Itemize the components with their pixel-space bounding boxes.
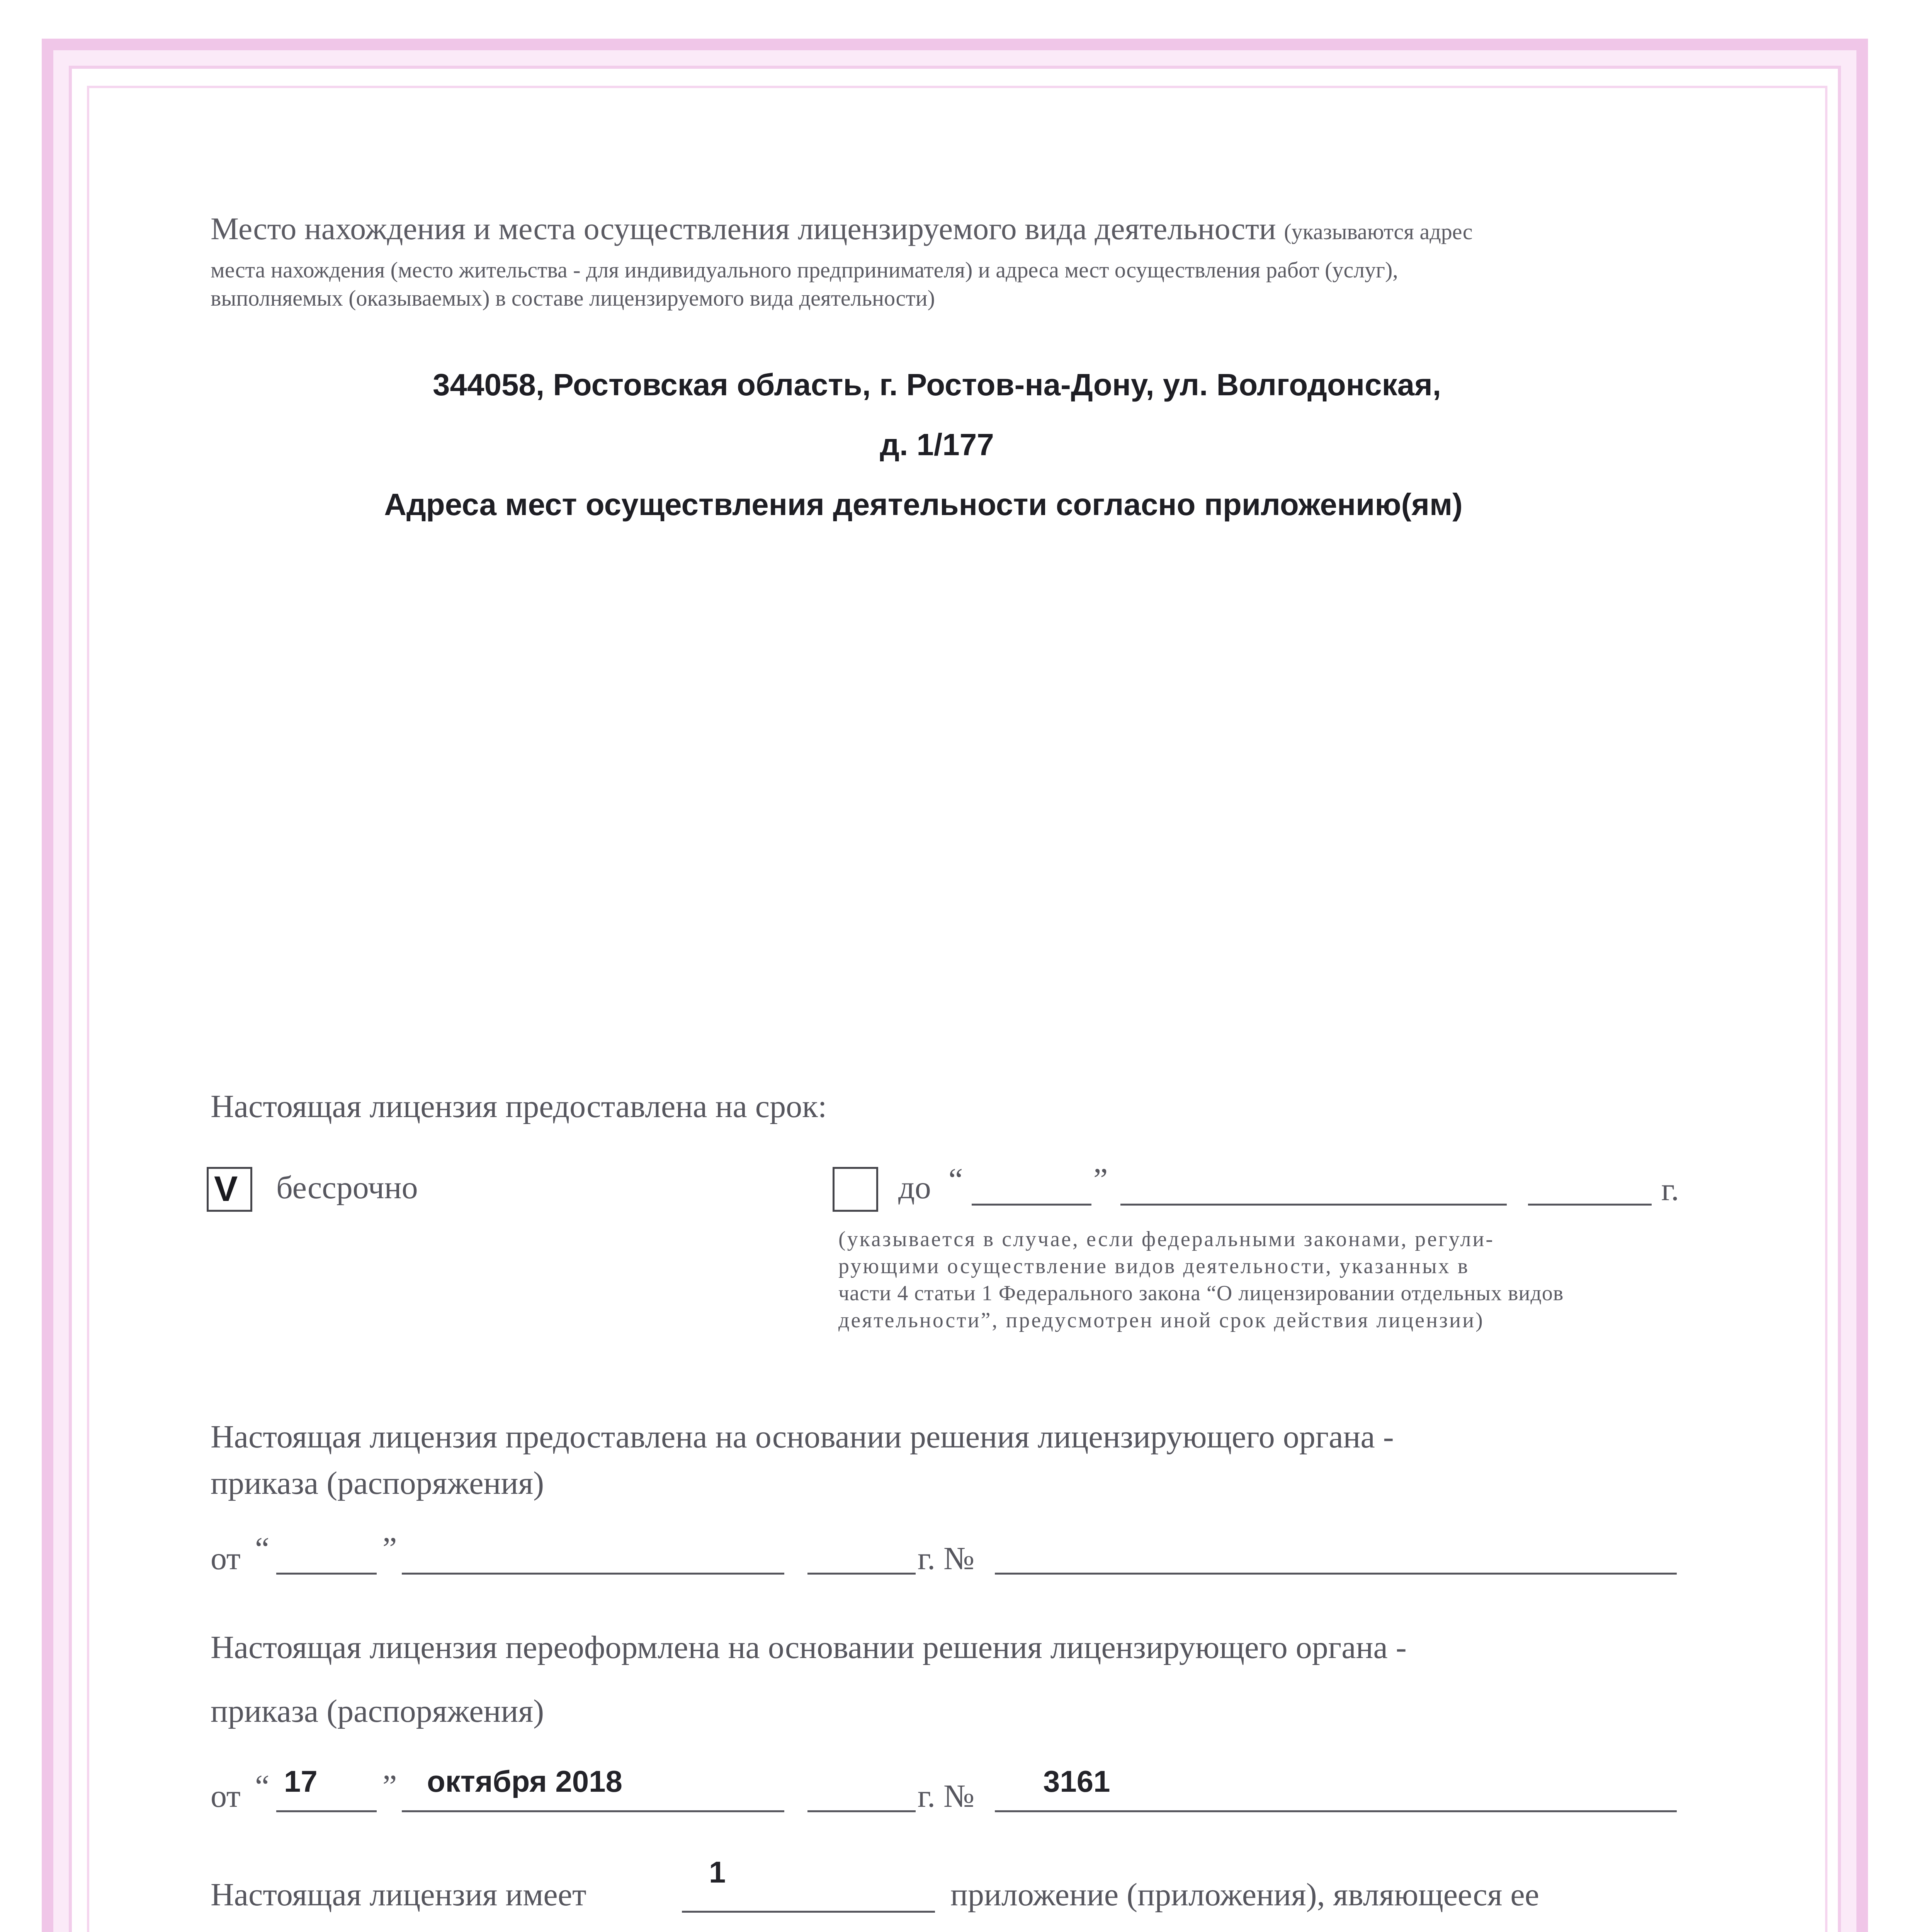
- header-line-2: места нахождения (место жительства - для индивидуального предпринимателя) и адреса мест осуществления работ (услуг),: [211, 257, 1398, 282]
- basis-year-line: [807, 1573, 916, 1575]
- until-year-suffix: г.: [1661, 1172, 1679, 1208]
- reissue-day: 17: [284, 1764, 318, 1798]
- indefinite-checkbox: [207, 1167, 252, 1212]
- reissue-open-quote: “: [255, 1769, 270, 1804]
- until-checkbox: [833, 1167, 878, 1212]
- basis-line-2: приказа (распоряжения): [211, 1465, 544, 1501]
- basis-number-line: [995, 1573, 1677, 1575]
- basis-line-1: Настоящая лицензия предоставлена на основании решения лицензирующего органа -: [211, 1419, 1394, 1455]
- reissue-close-quote: ”: [382, 1769, 397, 1804]
- term-note-line-1: (указывается в случае, если федеральными законами, регули-: [838, 1227, 1495, 1251]
- header-title-note: (указываются адрес: [1284, 219, 1473, 244]
- address-line-1: 344058, Ростовская область, г. Ростов-на-Дону, ул. Волгодонская,: [432, 367, 1441, 402]
- reissue-line-1: Настоящая лицензия переоформлена на основании решения лицензирующего органа -: [211, 1629, 1407, 1665]
- until-label: до: [898, 1170, 931, 1206]
- header-line-3: выполняемых (оказываемых) в составе лицензируемого вида деятельности): [211, 286, 935, 311]
- header-title: Место нахождения и места осуществления лицензируемого вида деятельности: [211, 211, 1276, 246]
- term-note-line-2: рующими осуществление видов деятельности, указанных в: [838, 1254, 1470, 1278]
- until-close-quote: ”: [1093, 1162, 1108, 1198]
- reissue-year-line: [807, 1810, 916, 1812]
- term-label: Настоящая лицензия предоставлена на срок:: [211, 1088, 827, 1124]
- reissue-from-label: от: [211, 1778, 241, 1814]
- reissue-line-2: приказа (распоряжения): [211, 1693, 544, 1729]
- basis-year-label: г. №: [918, 1541, 975, 1577]
- reissue-month-year: октября 2018: [427, 1764, 622, 1798]
- indefinite-label: бессрочно: [276, 1170, 418, 1206]
- reissue-day-line: [276, 1810, 377, 1812]
- address-line-2: д. 1/177: [880, 427, 994, 462]
- appendix-count: 1: [709, 1855, 726, 1889]
- address-line-3: Адреса мест осуществления деятельности согласно приложению(ям): [384, 487, 1463, 522]
- header-title-line: [211, 211, 1473, 247]
- basis-close-quote: ”: [382, 1531, 397, 1567]
- term-note-line-4: деятельности”, предусмотрен иной срок действия лицензии): [838, 1308, 1484, 1332]
- reissue-year-label: г. №: [918, 1778, 975, 1814]
- basis-open-quote: “: [255, 1531, 270, 1567]
- basis-from-label: от: [211, 1541, 241, 1577]
- basis-month-line: [402, 1573, 784, 1575]
- reissue-number: 3161: [1043, 1764, 1110, 1798]
- reissue-number-line: [995, 1810, 1677, 1812]
- until-month-line: [1120, 1204, 1507, 1206]
- reissue-month-line: [402, 1810, 784, 1812]
- appendix-text-2: приложение (приложения), являющееся ее: [950, 1877, 1539, 1913]
- checkbox-check-mark: V: [214, 1169, 238, 1209]
- appendix-count-line: [682, 1911, 935, 1913]
- until-day-line: [972, 1204, 1091, 1206]
- until-year-line: [1528, 1204, 1652, 1206]
- appendix-text-1: Настоящая лицензия имеет: [211, 1877, 586, 1913]
- basis-day-line: [276, 1573, 377, 1575]
- term-note-line-3: части 4 статьи 1 Федерального закона “О лицензировании отдельных видов: [838, 1281, 1564, 1305]
- until-open-quote: “: [948, 1162, 963, 1198]
